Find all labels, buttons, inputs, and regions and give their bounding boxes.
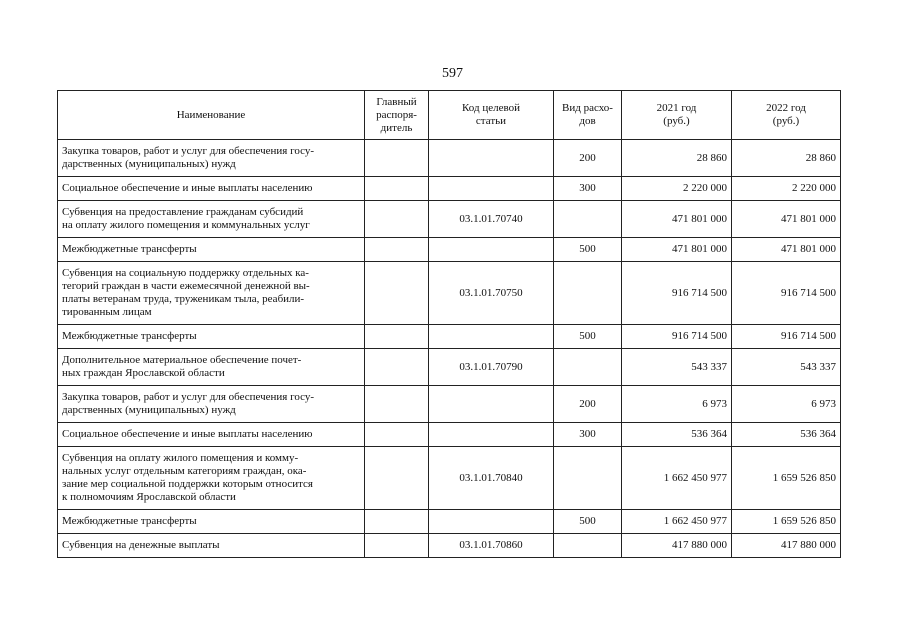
cell-vid — [554, 262, 622, 325]
table-row — [58, 262, 841, 325]
cell-2022: 2 220 000 — [732, 177, 841, 201]
cell-grbs — [365, 423, 429, 447]
cell-code: 03.1.01.70750 — [429, 262, 554, 325]
header-2022-line: (руб.) — [772, 115, 800, 127]
header-vid — [554, 91, 622, 140]
cell-2022: 1 659 526 850 — [732, 447, 841, 510]
budget-table — [57, 90, 841, 558]
cell-grbs — [365, 447, 429, 510]
cell-2021: 2 220 000 — [622, 177, 732, 201]
cell-code — [429, 510, 554, 534]
header-code-line: статьи — [475, 115, 507, 127]
cell-grbs — [365, 325, 429, 349]
cell-2022: 471 801 000 — [732, 238, 841, 262]
cell-2021: 543 337 — [622, 349, 732, 386]
cell-vid: 500 — [554, 238, 622, 262]
cell-2021: 28 860 — [622, 140, 732, 177]
cell-2022: 417 880 000 — [732, 534, 841, 558]
cell-2022: 471 801 000 — [732, 201, 841, 238]
cell-grbs — [365, 386, 429, 423]
table-row — [58, 238, 841, 262]
table-row — [58, 325, 841, 349]
table-row — [58, 140, 841, 177]
header-row — [58, 91, 841, 140]
cell-2022: 1 659 526 850 — [732, 510, 841, 534]
cell-name: Дополнительное материальное обеспечение почет- ных граждан Ярославской области — [58, 349, 365, 386]
cell-2021: 471 801 000 — [622, 238, 732, 262]
cell-2021: 417 880 000 — [622, 534, 732, 558]
cell-name: Субвенция на социальную поддержку отдельных ка- тегорий граждан в части ежемесячной денежной вы- платы ветеранам труда, труженикам тыла, реабили- тированным лицам — [58, 262, 365, 325]
cell-vid — [554, 447, 622, 510]
cell-2022: 6 973 — [732, 386, 841, 423]
header-2021-line: (руб.) — [663, 115, 690, 127]
cell-2022: 916 714 500 — [732, 262, 841, 325]
table-row — [58, 534, 841, 558]
cell-vid — [554, 201, 622, 238]
header-grbs — [365, 91, 429, 140]
cell-name: Закупка товаров, работ и услуг для обеспечения госу- дарственных (муниципальных) нужд — [58, 140, 365, 177]
cell-2021: 1 662 450 977 — [622, 510, 732, 534]
cell-code: 03.1.01.70790 — [429, 349, 554, 386]
cell-code — [429, 140, 554, 177]
cell-grbs — [365, 238, 429, 262]
cell-name: Социальное обеспечение и иные выплаты населению — [58, 177, 365, 201]
cell-name: Субвенция на денежные выплаты — [58, 534, 365, 558]
cell-2021: 6 973 — [622, 386, 732, 423]
table-row — [58, 423, 841, 447]
cell-vid: 500 — [554, 325, 622, 349]
cell-code — [429, 238, 554, 262]
cell-grbs — [365, 349, 429, 386]
header-2022-line: 2022 год — [766, 102, 806, 114]
cell-code: 03.1.01.70860 — [429, 534, 554, 558]
cell-grbs — [365, 177, 429, 201]
table-row — [58, 349, 841, 386]
cell-code — [429, 177, 554, 201]
cell-code — [429, 423, 554, 447]
cell-2022: 916 714 500 — [732, 325, 841, 349]
cell-2021: 536 364 — [622, 423, 732, 447]
cell-name: Межбюджетные трансферты — [58, 325, 365, 349]
table-row — [58, 386, 841, 423]
cell-name: Межбюджетные трансферты — [58, 238, 365, 262]
cell-code — [429, 325, 554, 349]
cell-grbs — [365, 534, 429, 558]
cell-2022: 28 860 — [732, 140, 841, 177]
cell-vid: 200 — [554, 386, 622, 423]
cell-vid — [554, 534, 622, 558]
cell-2022: 536 364 — [732, 423, 841, 447]
cell-name: Субвенция на предоставление гражданам субсидий на оплату жилого помещения и коммунальных услуг — [58, 201, 365, 238]
cell-code: 03.1.01.70740 — [429, 201, 554, 238]
cell-grbs — [365, 201, 429, 238]
header-vid-line: Вид расхо- — [562, 102, 613, 114]
cell-name: Социальное обеспечение и иные выплаты населению — [58, 423, 365, 447]
cell-name: Межбюджетные трансферты — [58, 510, 365, 534]
table-row — [58, 510, 841, 534]
header-2022 — [732, 91, 841, 140]
header-name: Наименование — [58, 91, 365, 140]
cell-grbs — [365, 262, 429, 325]
page-number: 597 — [442, 66, 463, 81]
cell-2021: 471 801 000 — [622, 201, 732, 238]
cell-vid: 500 — [554, 510, 622, 534]
header-code — [429, 91, 554, 140]
header-grbs-line: распоря- — [376, 108, 417, 121]
cell-code: 03.1.01.70840 — [429, 447, 554, 510]
table-body — [58, 140, 841, 558]
cell-2021: 1 662 450 977 — [622, 447, 732, 510]
header-code-line: Код целевой — [462, 102, 520, 114]
cell-code — [429, 386, 554, 423]
header-grbs-line: дитель — [380, 121, 413, 134]
table-row — [58, 447, 841, 510]
cell-2021: 916 714 500 — [622, 325, 732, 349]
header-2021-line: 2021 год — [656, 102, 697, 114]
header-2021 — [622, 91, 732, 140]
cell-grbs — [365, 510, 429, 534]
cell-vid: 300 — [554, 423, 622, 447]
cell-name: Закупка товаров, работ и услуг для обеспечения госу- дарственных (муниципальных) нужд — [58, 386, 365, 423]
cell-vid: 300 — [554, 177, 622, 201]
header-vid-line: дов — [579, 115, 596, 127]
cell-2022: 543 337 — [732, 349, 841, 386]
table-row — [58, 177, 841, 201]
cell-name: Субвенция на оплату жилого помещения и комму- нальных услуг отдельным категориям граждан, ока- зание мер социальной поддержки которым относится к полномочиям Ярославской области — [58, 447, 365, 510]
cell-grbs — [365, 140, 429, 177]
header-grbs-line: Главный — [376, 95, 417, 108]
table-row — [58, 201, 841, 238]
cell-2021: 916 714 500 — [622, 262, 732, 325]
cell-vid — [554, 349, 622, 386]
cell-vid: 200 — [554, 140, 622, 177]
